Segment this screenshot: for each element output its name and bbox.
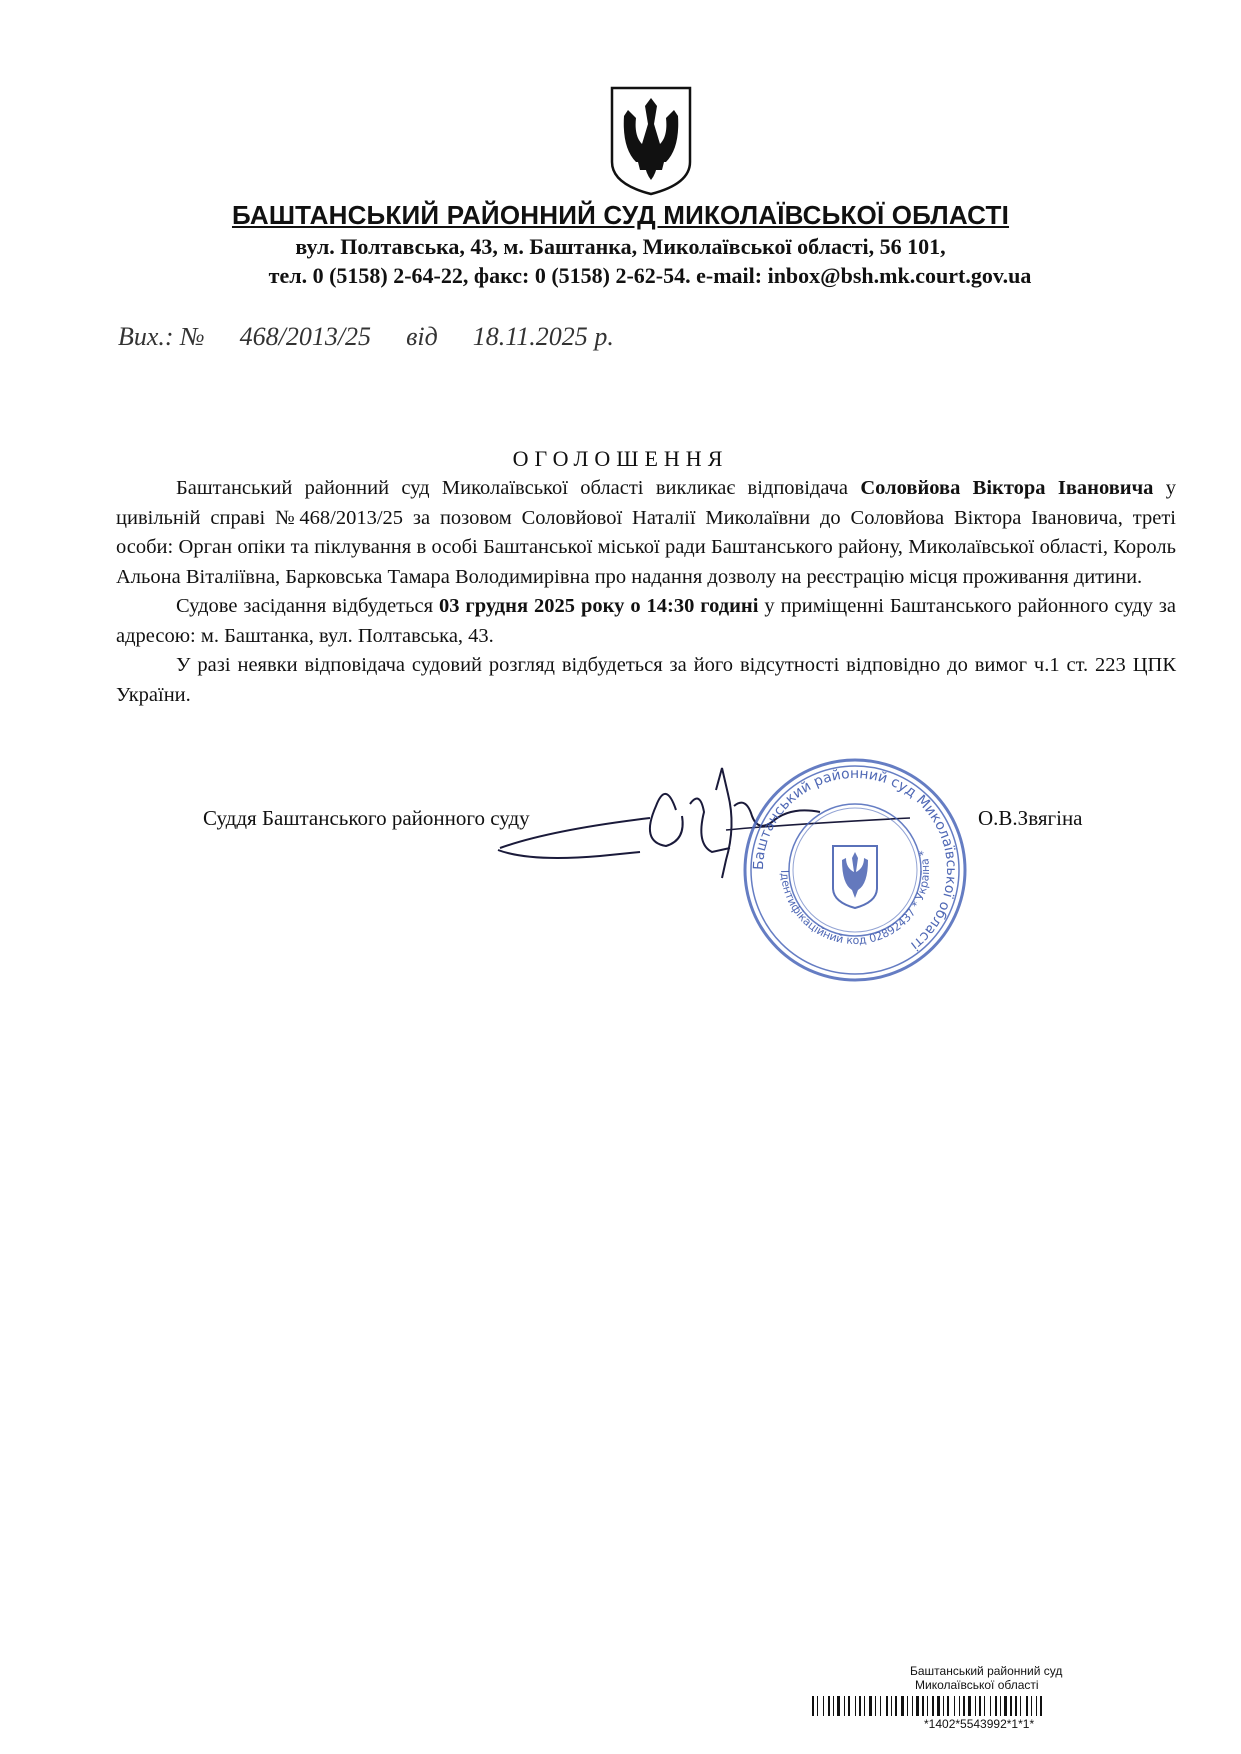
barcode-bar [1026,1696,1028,1716]
paragraph-text: у приміщенні Баштанського районного суду за адресою: м. Баштанка, вул. Полтавська, 43. [116,595,1176,647]
barcode-bar [855,1696,856,1716]
stamp-inner-text: Ідентифікаційний код 02892437 * Україна * [777,848,933,948]
barcode-bar [891,1696,892,1716]
barcode-bar [1010,1696,1012,1716]
barcode-bar [963,1696,965,1716]
barcode-bar [943,1696,944,1716]
outgoing-reference [118,322,614,352]
barcode-bar [937,1696,940,1716]
stamp-outer-text: Баштанський районний суд Миколаївської області [750,765,960,954]
barcode-bar [886,1696,888,1716]
barcode-bar [828,1696,830,1716]
barcode-bar [859,1696,861,1716]
announcement-body [116,474,1176,710]
barcode [812,1696,1184,1716]
judge-title: Суддя Баштанського районного суду [203,806,530,830]
barcode-bar [959,1696,960,1716]
judge-name: О.В.Звягіна [978,806,1083,830]
outgoing-suffix: р. [594,322,614,351]
footer-line1: Баштанський районний суд [910,1664,1063,1678]
barcode-bar [875,1696,876,1716]
barcode-bar [817,1696,818,1716]
outgoing-prefix: Вих.: № [118,322,205,351]
barcode-bar [1015,1696,1017,1716]
coat-of-arms-icon [608,84,694,198]
barcode-bar [1000,1696,1001,1716]
barcode-bar [895,1696,897,1716]
paragraph-text: Судове засідання відбудеться [176,595,439,617]
court-name: БАШТАНСЬКИЙ РАЙОННИЙ СУД МИКОЛАЇВСЬКОЇ ОБЛАСТІ [231,200,1010,230]
outgoing-date: 18.11.2025 [472,322,588,351]
barcode-bar [968,1696,971,1716]
barcode-text: *1402*5543992*1*1* [924,1717,1035,1731]
outgoing-from: від [406,322,438,351]
barcode-bar [954,1696,955,1716]
barcode-bar [901,1696,904,1716]
barcode-bar [880,1696,881,1716]
barcode-bar [833,1696,834,1716]
barcode-bar [1031,1696,1032,1716]
paragraph-absence: У разі неявки відповідача судовий розгляд відбудеться за його відсутності відповідно до вимог ч.1 ст. 223 ЦПК України. [116,654,1176,706]
barcode-bar [864,1696,865,1716]
barcode-bar [848,1696,850,1716]
barcode-bar [844,1696,845,1716]
footer-line2: Миколаївської області [915,1678,1039,1692]
paragraph-text: Баштанський районний суд Миколаївської області викликає відповідача [176,477,861,499]
official-stamp [740,750,970,990]
barcode-bar [984,1696,985,1716]
barcode-bar [916,1696,919,1716]
barcode-bar [907,1696,908,1716]
barcode-bar [823,1696,824,1716]
barcode-bar [947,1696,949,1716]
barcode-bar [1036,1696,1037,1716]
paragraph-hearing [116,592,1176,651]
hearing-datetime: 03 грудня 2025 року о 14:30 годині [438,595,759,617]
barcode-bar [869,1696,872,1716]
barcode-bar [927,1696,928,1716]
announcement-title: ОГОЛОШЕННЯ [512,446,729,471]
barcode-bar [979,1696,981,1716]
court-address: вул. Полтавська, 43, м. Баштанка, Миколаївської області, 56 101, [295,234,946,259]
outgoing-number: 468/2013/25 [239,322,372,351]
barcode-bar [932,1696,934,1716]
barcode-bar [837,1696,840,1716]
barcode-bar [1020,1696,1021,1716]
barcode-bar [922,1696,924,1716]
barcode-bar [1040,1696,1042,1716]
barcode-bar [812,1696,814,1716]
barcode-bar [990,1696,991,1716]
paragraph-summons [116,474,1176,592]
paragraph-text: у цивільній справі №468/2013/25 за позовом Соловйової Наталії Миколаївни до Соловйова Віктора Івановича, треті особи: Орган опіки та піклування в особі Баштанської міської ради Баштанського району, Миколаївської області, Король Альона Віталіївна, Барковська Тамара Володимирівна про надання дозволу на реєстрацію місця проживання дитини. [116,477,1176,588]
defendant-name: Соловйова Віктора Івановича [860,477,1154,499]
barcode-bar [1004,1696,1007,1716]
barcode-bar [912,1696,913,1716]
court-contacts: тел. 0 (5158) 2-64-22, факс: 0 (5158) 2-62-54. e-mail: inbox@bsh.mk.court.gov.ua [268,263,1032,288]
barcode-bar [995,1696,997,1716]
barcode-bar [975,1696,976,1716]
